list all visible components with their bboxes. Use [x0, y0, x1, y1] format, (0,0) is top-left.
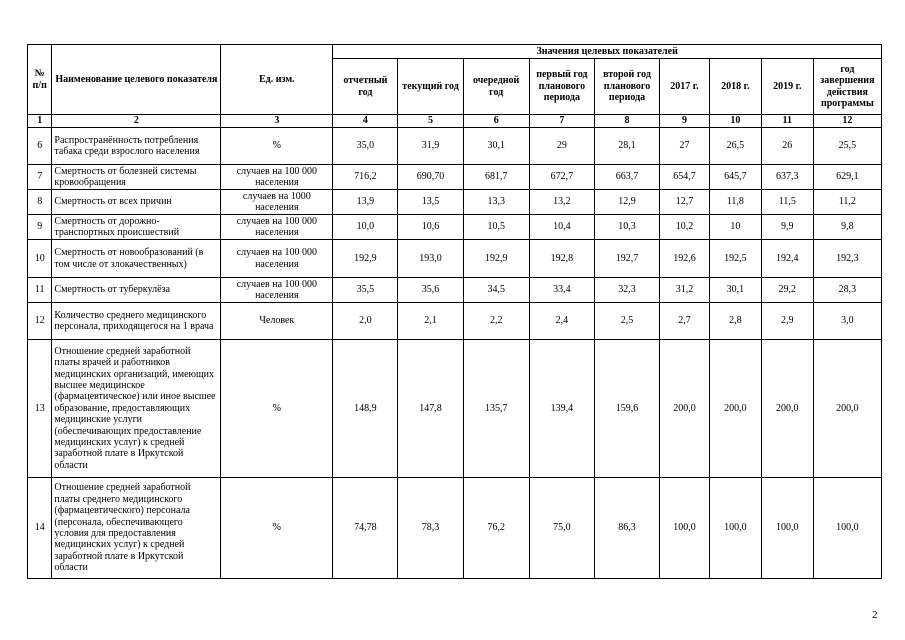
indicator-value: 12,9	[594, 190, 659, 215]
indicator-value: 10,0	[333, 215, 398, 240]
indicator-value: 3,0	[813, 303, 881, 340]
table-row	[28, 240, 882, 278]
column-number: 11	[761, 115, 813, 128]
indicator-value: 34,5	[463, 278, 529, 303]
column-number: 3	[221, 115, 333, 128]
indicator-value: 2,5	[594, 303, 659, 340]
indicator-value: 192,8	[529, 240, 594, 278]
indicator-value: 2,9	[761, 303, 813, 340]
indicator-value: 637,3	[761, 165, 813, 190]
indicator-value: 29,2	[761, 278, 813, 303]
indicator-value: 147,8	[398, 340, 463, 478]
unit-of-measure: случаев на 100 000 населения	[221, 215, 333, 240]
table-row	[28, 303, 882, 340]
indicator-value: 9,8	[813, 215, 881, 240]
header-col-4: отчетный год	[333, 59, 398, 115]
header-col-10: 2018 г.	[709, 59, 761, 115]
indicator-name: Отношение средней заработной платы среднего медицинского (фармацевтического) персонала (персонала, обеспечивающего условия для предоставления медицинских услуг) к средней заработной плате в Иркутской области	[52, 478, 221, 579]
indicator-value: 31,9	[398, 128, 463, 165]
column-number: 9	[660, 115, 710, 128]
indicator-name: Количество среднего медицинского персонала, приходящегося на 1 врача	[52, 303, 221, 340]
indicator-value: 75,0	[529, 478, 594, 579]
indicator-value: 192,6	[660, 240, 710, 278]
indicator-value: 193,0	[398, 240, 463, 278]
indicator-value: 690,70	[398, 165, 463, 190]
indicator-value: 148,9	[333, 340, 398, 478]
column-number: 8	[594, 115, 659, 128]
indicator-name: Смертность от всех причин	[52, 190, 221, 215]
row-number: 9	[28, 215, 52, 240]
unit-of-measure: %	[221, 128, 333, 165]
indicator-name: Смертность от туберкулёза	[52, 278, 221, 303]
indicator-value: 35,0	[333, 128, 398, 165]
column-number: 5	[398, 115, 463, 128]
indicator-value: 25,5	[813, 128, 881, 165]
table-row	[28, 340, 882, 478]
indicator-value: 28,1	[594, 128, 659, 165]
indicator-value: 200,0	[709, 340, 761, 478]
column-number: 6	[463, 115, 529, 128]
table-row	[28, 128, 882, 165]
indicator-value: 27	[660, 128, 710, 165]
indicator-name: Распространённость потребления табака среди взрослого населения	[52, 128, 221, 165]
page-number: 2	[872, 609, 878, 621]
unit-of-measure: случаев на 1000 населения	[221, 190, 333, 215]
indicator-value: 26	[761, 128, 813, 165]
column-numbers-row	[28, 115, 882, 128]
indicator-value: 2,2	[463, 303, 529, 340]
indicator-value: 78,3	[398, 478, 463, 579]
indicator-value: 100,0	[660, 478, 710, 579]
header-col-12: год завершения действия программы	[813, 59, 881, 115]
table-row	[28, 165, 882, 190]
column-number: 4	[333, 115, 398, 128]
indicator-value: 645,7	[709, 165, 761, 190]
indicator-value: 2,4	[529, 303, 594, 340]
indicator-value: 159,6	[594, 340, 659, 478]
indicator-value: 35,5	[333, 278, 398, 303]
indicator-value: 30,1	[463, 128, 529, 165]
header-number: № п/п	[28, 45, 52, 115]
column-number: 1	[28, 115, 52, 128]
column-number: 7	[529, 115, 594, 128]
indicator-name: Отношение средней заработной платы врачей и работников медицинских организаций, имеющих высшее медицинское (фармацевтическое) или иное высшее образование, предоставляющих медицинские услуги (обеспечивающих предоставление медицинских услуг) к средней заработной плате в Иркутской области	[52, 340, 221, 478]
row-number: 7	[28, 165, 52, 190]
indicator-value: 86,3	[594, 478, 659, 579]
indicator-value: 11,8	[709, 190, 761, 215]
indicator-value: 10	[709, 215, 761, 240]
indicator-value: 13,5	[398, 190, 463, 215]
indicator-value: 139,4	[529, 340, 594, 478]
indicator-value: 33,4	[529, 278, 594, 303]
indicator-value: 10,4	[529, 215, 594, 240]
row-number: 12	[28, 303, 52, 340]
header-col-8: второй год планового периода	[594, 59, 659, 115]
indicator-value: 10,5	[463, 215, 529, 240]
indicator-value: 672,7	[529, 165, 594, 190]
indicator-value: 200,0	[813, 340, 881, 478]
unit-of-measure: случаев на 100 000 населения	[221, 278, 333, 303]
indicator-value: 10,3	[594, 215, 659, 240]
indicator-value: 192,3	[813, 240, 881, 278]
indicator-value: 13,9	[333, 190, 398, 215]
indicator-name: Смертность от новообразований (в том числе от злокачественных)	[52, 240, 221, 278]
indicator-value: 2,8	[709, 303, 761, 340]
indicator-value: 629,1	[813, 165, 881, 190]
header-col-9: 2017 г.	[660, 59, 710, 115]
target-indicators-table	[27, 44, 882, 579]
row-number: 8	[28, 190, 52, 215]
indicator-name: Смертность от болезней системы кровообращения	[52, 165, 221, 190]
header-col-11: 2019 г.	[761, 59, 813, 115]
indicator-value: 192,5	[709, 240, 761, 278]
row-number: 10	[28, 240, 52, 278]
indicator-value: 135,7	[463, 340, 529, 478]
header-unit: Ед. изм.	[221, 45, 333, 115]
unit-of-measure: случаев на 100 000 населения	[221, 240, 333, 278]
table-row	[28, 190, 882, 215]
header-col-6: очередной год	[463, 59, 529, 115]
indicator-value: 654,7	[660, 165, 710, 190]
indicator-value: 100,0	[813, 478, 881, 579]
indicator-value: 12,7	[660, 190, 710, 215]
indicator-name: Смертность от дорожно-транспортных происшествий	[52, 215, 221, 240]
indicator-value: 716,2	[333, 165, 398, 190]
header-values-group: Значения целевых показателей	[333, 45, 882, 59]
column-number: 10	[709, 115, 761, 128]
unit-of-measure: %	[221, 340, 333, 478]
table-row	[28, 478, 882, 579]
indicator-value: 31,2	[660, 278, 710, 303]
indicator-value: 9,9	[761, 215, 813, 240]
table-row	[28, 215, 882, 240]
column-number: 12	[813, 115, 881, 128]
indicator-value: 10,6	[398, 215, 463, 240]
header-indicator-name: Наименование целевого показателя	[52, 45, 221, 115]
column-number: 2	[52, 115, 221, 128]
indicator-value: 13,2	[529, 190, 594, 215]
indicator-value: 2,1	[398, 303, 463, 340]
header-col-7: первый год планового периода	[529, 59, 594, 115]
indicator-value: 29	[529, 128, 594, 165]
indicator-value: 35,6	[398, 278, 463, 303]
indicator-value: 13,3	[463, 190, 529, 215]
unit-of-measure: %	[221, 478, 333, 579]
unit-of-measure: случаев на 100 000 населения	[221, 165, 333, 190]
indicator-value: 663,7	[594, 165, 659, 190]
indicator-value: 30,1	[709, 278, 761, 303]
indicator-value: 192,7	[594, 240, 659, 278]
row-number: 13	[28, 340, 52, 478]
row-number: 14	[28, 478, 52, 579]
indicator-value: 200,0	[761, 340, 813, 478]
indicator-value: 11,2	[813, 190, 881, 215]
indicator-value: 2,0	[333, 303, 398, 340]
indicator-value: 28,3	[813, 278, 881, 303]
indicator-value: 192,9	[463, 240, 529, 278]
indicator-value: 74,78	[333, 478, 398, 579]
indicator-value: 2,7	[660, 303, 710, 340]
header-col-5: текущий год	[398, 59, 463, 115]
indicator-value: 681,7	[463, 165, 529, 190]
indicator-value: 10,2	[660, 215, 710, 240]
indicator-value: 192,9	[333, 240, 398, 278]
row-number: 11	[28, 278, 52, 303]
indicator-value: 32,3	[594, 278, 659, 303]
indicator-value: 100,0	[761, 478, 813, 579]
indicator-value: 200,0	[660, 340, 710, 478]
row-number: 6	[28, 128, 52, 165]
indicator-value: 76,2	[463, 478, 529, 579]
table-row	[28, 278, 882, 303]
indicator-value: 26,5	[709, 128, 761, 165]
indicator-value: 11,5	[761, 190, 813, 215]
indicator-value: 192,4	[761, 240, 813, 278]
indicator-value: 100,0	[709, 478, 761, 579]
unit-of-measure: Человек	[221, 303, 333, 340]
